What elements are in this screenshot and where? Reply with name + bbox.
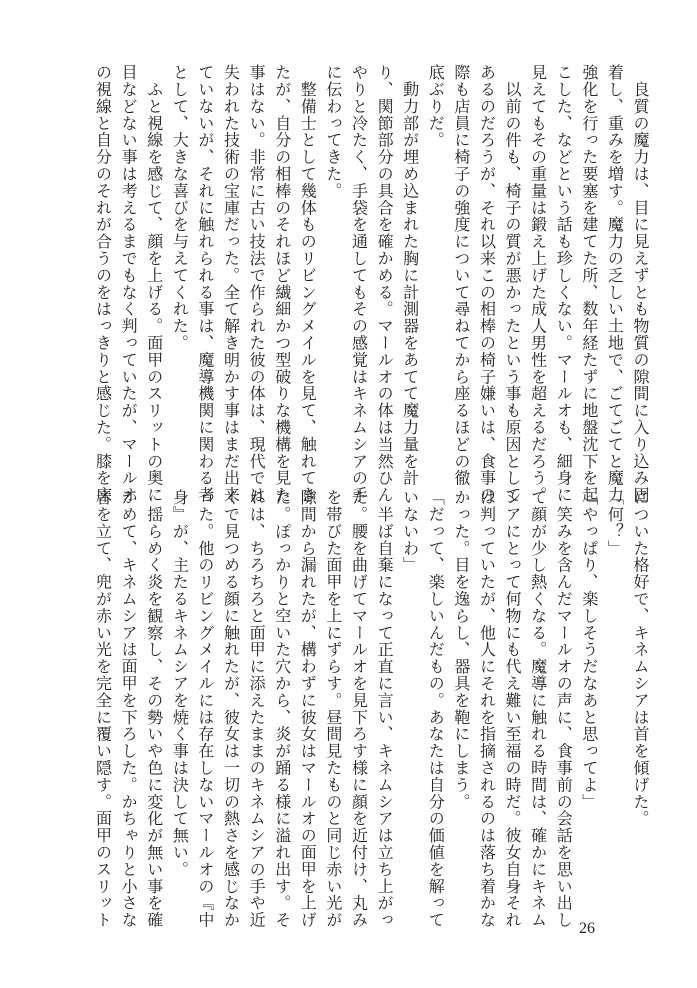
text-line: て顔が少し熱くなる。魔導に触れる時間は、確かにキネム [528, 489, 548, 929]
text-line: ふと視線を感じて、顔を上げる。面甲のスリットの奥に [144, 64, 164, 504]
text-line: 着し、重みを増す。魔力の乏しい土地で、ごてごてと魔力 [605, 64, 625, 504]
text-line: ていないが、それに触れられる事は、魔導機関に関わる者 [195, 64, 215, 504]
text-line: シアにとって何物にも代え難い至福の時だ。彼女自身それ [503, 489, 523, 929]
text-line: 音を立て、兜が赤い光を完全に覆い隠す。面甲のスリット [93, 489, 113, 929]
text-line: 強化を行った要塞を建てた所、数年経たずに地盤沈下を起 [579, 64, 599, 504]
text-line: 「やっぱり、楽しそうだなあと思ってよ」 [579, 489, 599, 811]
text-line: に伝わってきた。 [323, 64, 343, 200]
text-line: を帯びた面甲を上にずらす。昼間見たものと同じ赤い光が [323, 489, 343, 929]
text-line: やりと冷たく、手袋を通してもその感覚はキネムシアの手 [349, 64, 369, 504]
text-line: った。他のリビングメイルには存在しないマールオの『中 [195, 489, 215, 929]
text-line: 目などない事は考えるまでもなく判っていたが、マールオ [119, 64, 139, 504]
text-line: 事はない。非常に古い技法で作られた彼の体は、現代では [247, 64, 267, 504]
text-line: たが、自分の相棒のそれほど繊細かつ型破りな機構を見た [272, 64, 292, 504]
text-line: た。腰を曲げてマールオを見下ろす様に顔を近付け、丸み [349, 489, 369, 929]
text-line: 見えてもその重量は鍛え上げた成人男性を超えるだろう。 [528, 64, 548, 504]
text-line: いないわ」 [400, 489, 420, 574]
text-line: こした、などという話も珍しくない。マールオも、細身に [554, 64, 574, 504]
text-line: かめて、キネムシアは面甲を下ろした。かちゃりと小さな [119, 489, 139, 929]
text-line: 際も店員に椅子の強度について尋ねてから座るほどの徹 [451, 64, 471, 487]
text-line: 良質の魔力は、目に見えずとも物質の隙間に入り込み固 [631, 64, 650, 504]
text-line: 半ば自棄になって正直に言い、キネムシアは立ち上がっ [375, 489, 395, 929]
text-line: 笑みを含んだマールオの声に、食事前の会話を思い出し [554, 489, 574, 929]
text-line: かった。目を逸らし、器具を鞄にしまう。 [451, 489, 471, 811]
text-line: 「何？」 [605, 489, 625, 557]
text-line: 「だって、楽しいんだもの。あなたは自分の価値を解って [426, 489, 446, 929]
text-line: として、大きな喜びを与えてくれた。 [170, 64, 190, 352]
text-line: あるのだろうが、それ以来この相棒の椅子嫌いは、食事の [477, 64, 497, 504]
text-line: 整備士として幾体ものリビングメイルを見て、触れてき [298, 64, 318, 504]
page-number: 26 [579, 920, 595, 937]
text-line: 底ぶりだ。 [426, 64, 446, 149]
text-line: れは、ちろちろと面甲に添えたままのキネムシアの手や近 [247, 489, 267, 929]
text-line: 以前の件も、椅子の質が悪かったという事も原因として [503, 64, 523, 504]
text-line: 身』が、主たるキネムシアを焼く事は決して無い。 [170, 489, 190, 878]
text-line: 動力部が埋め込まれた胸に計測器をあてて魔力量を計 [400, 64, 420, 487]
text-line: くで見つめる顔に触れたが、彼女は一切の熱さを感じなか [221, 489, 241, 929]
text-line: 失われた技術の宝庫だった。全て解き明かす事はまだ出来 [221, 64, 241, 504]
text-line: り、関節部分の具合を確かめる。マールオの体は当然ひん [375, 64, 395, 504]
text-line: についた格好で、キネムシアは首を傾げた。 [631, 489, 650, 827]
text-block-top [90, 64, 653, 504]
text-line: は判っていたが、他人にそれを指摘されるのは落ち着かな [477, 489, 497, 929]
text-line: の視線と自分のそれが合うのをはっきりと感じた。膝を床 [93, 64, 113, 504]
text-line: 隙間から漏れたが、構わずに彼女はマールオの面甲を上げ [298, 489, 318, 929]
text-line: た。ぽっかりと空いた穴から、炎が踊る様に溢れ出す。そ [272, 489, 292, 929]
text-line: 揺らめく炎を観察し、その勢いや色に変化が無い事を確 [144, 489, 164, 929]
